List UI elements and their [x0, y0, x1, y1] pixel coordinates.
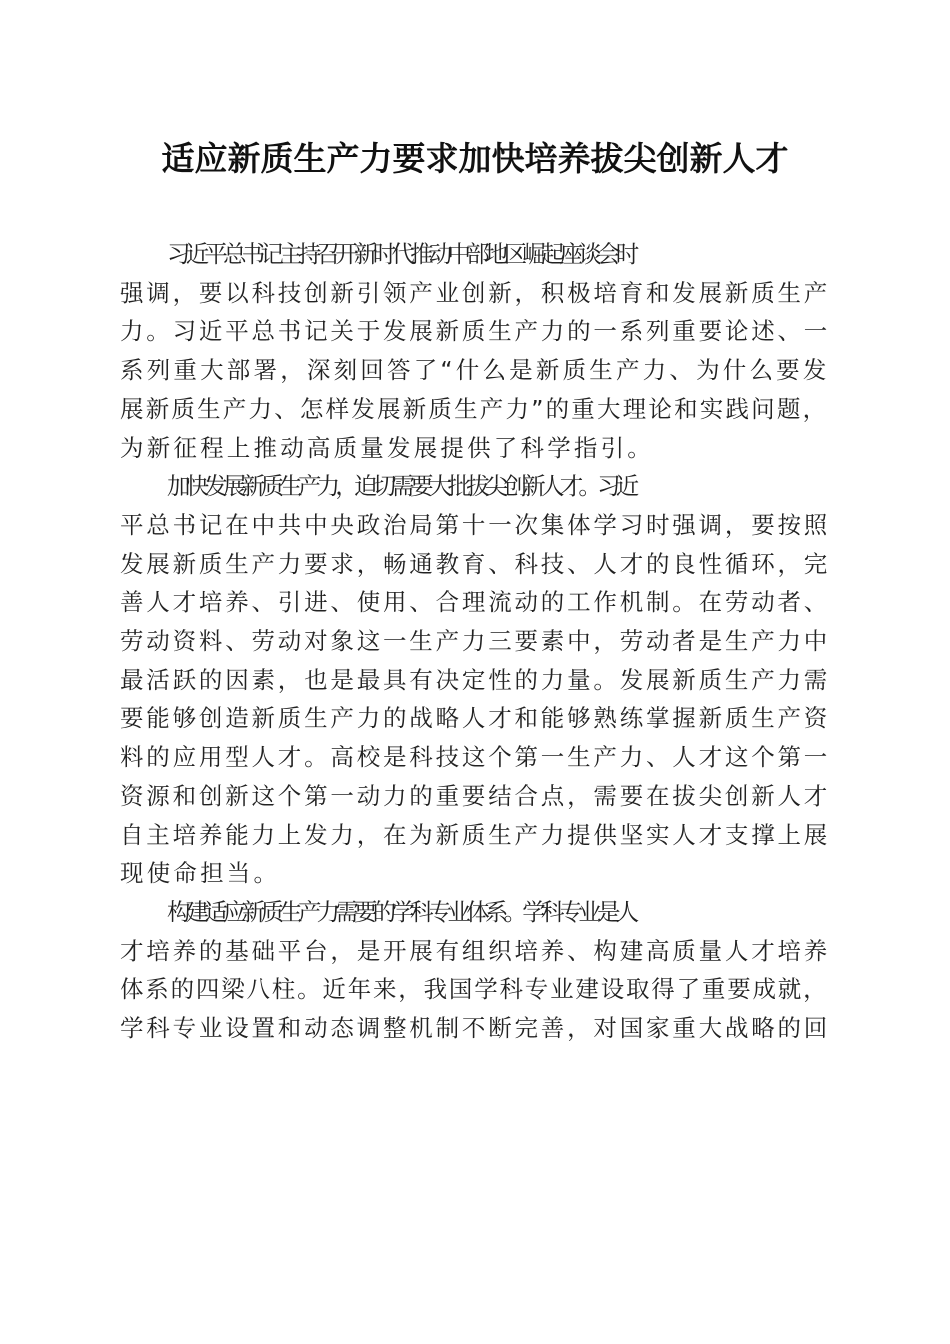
document-body: [120, 235, 830, 1048]
text-line: 资源和创新这个第一动力的重要结合点，需要在拔尖创新人才: [120, 781, 831, 810]
text-line: 才培养的基础平台，是开展有组织培养、构建高质量人才培养: [120, 936, 831, 965]
text-line: 展新质生产力、怎样发展新质生产力”的重大理论和实践问题，: [120, 394, 829, 423]
text-line: 为新征程上推动高质量发展提供了科学指引。: [120, 433, 654, 462]
text-line: 习近平总书记主持召开新时代推动中部地区崛起座谈会时: [167, 240, 635, 268]
text-line: 善人才培养、引进、使用、合理流动的工作机制。在劳动者、: [120, 588, 831, 617]
text-line: 力。习近平总书记关于发展新质生产力的一系列重要论述、一: [120, 317, 831, 346]
text-line: 系列重大部署，深刻回答了“什么是新质生产力、为什么要发: [120, 356, 830, 385]
text-line: 学科专业设置和动态调整机制不断完善，对国家重大战略的回: [120, 1014, 831, 1043]
text-line: 要能够创造新质生产力的战略人才和能够熟练掌握新质生产资: [120, 704, 831, 733]
text-line: 劳动资料、劳动对象这一生产力三要素中，劳动者是生产力中: [120, 627, 831, 656]
text-line: 构建适应新质生产力需要的学科专业体系。学科专业是人: [167, 897, 635, 926]
text-line: 平总书记在中共中央政治局第十一次集体学习时强调，要按照: [120, 510, 831, 539]
paragraph-1: [120, 235, 830, 467]
text-line: 发展新质生产力要求，畅通教育、科技、人才的良性循环，完: [120, 549, 831, 578]
text-line: 料的应用型人才。高校是科技这个第一生产力、人才这个第一: [120, 743, 831, 772]
text-line: 自主培养能力上发力，在为新质生产力提供坚实人才支撑上展: [120, 820, 831, 849]
paragraph-2: [120, 467, 830, 893]
text-line: 体系的四梁八柱。近年来，我国学科专业建设取得了重要成就，: [120, 975, 829, 1004]
text-line: 加快发展新质生产力，迫切需要大批拔尖创新人才。习近: [167, 472, 635, 501]
paragraph-3: [120, 893, 830, 1048]
document-title: 适应新质生产力要求加快培养拔尖创新人才: [161, 139, 789, 178]
text-line: 强调，要以科技创新引领产业创新，积极培育和发展新质生产: [120, 278, 831, 307]
text-line: 最活跃的因素，也是最具有决定性的力量。发展新质生产力需: [120, 665, 831, 694]
text-line: 现使命担当。: [120, 859, 281, 888]
